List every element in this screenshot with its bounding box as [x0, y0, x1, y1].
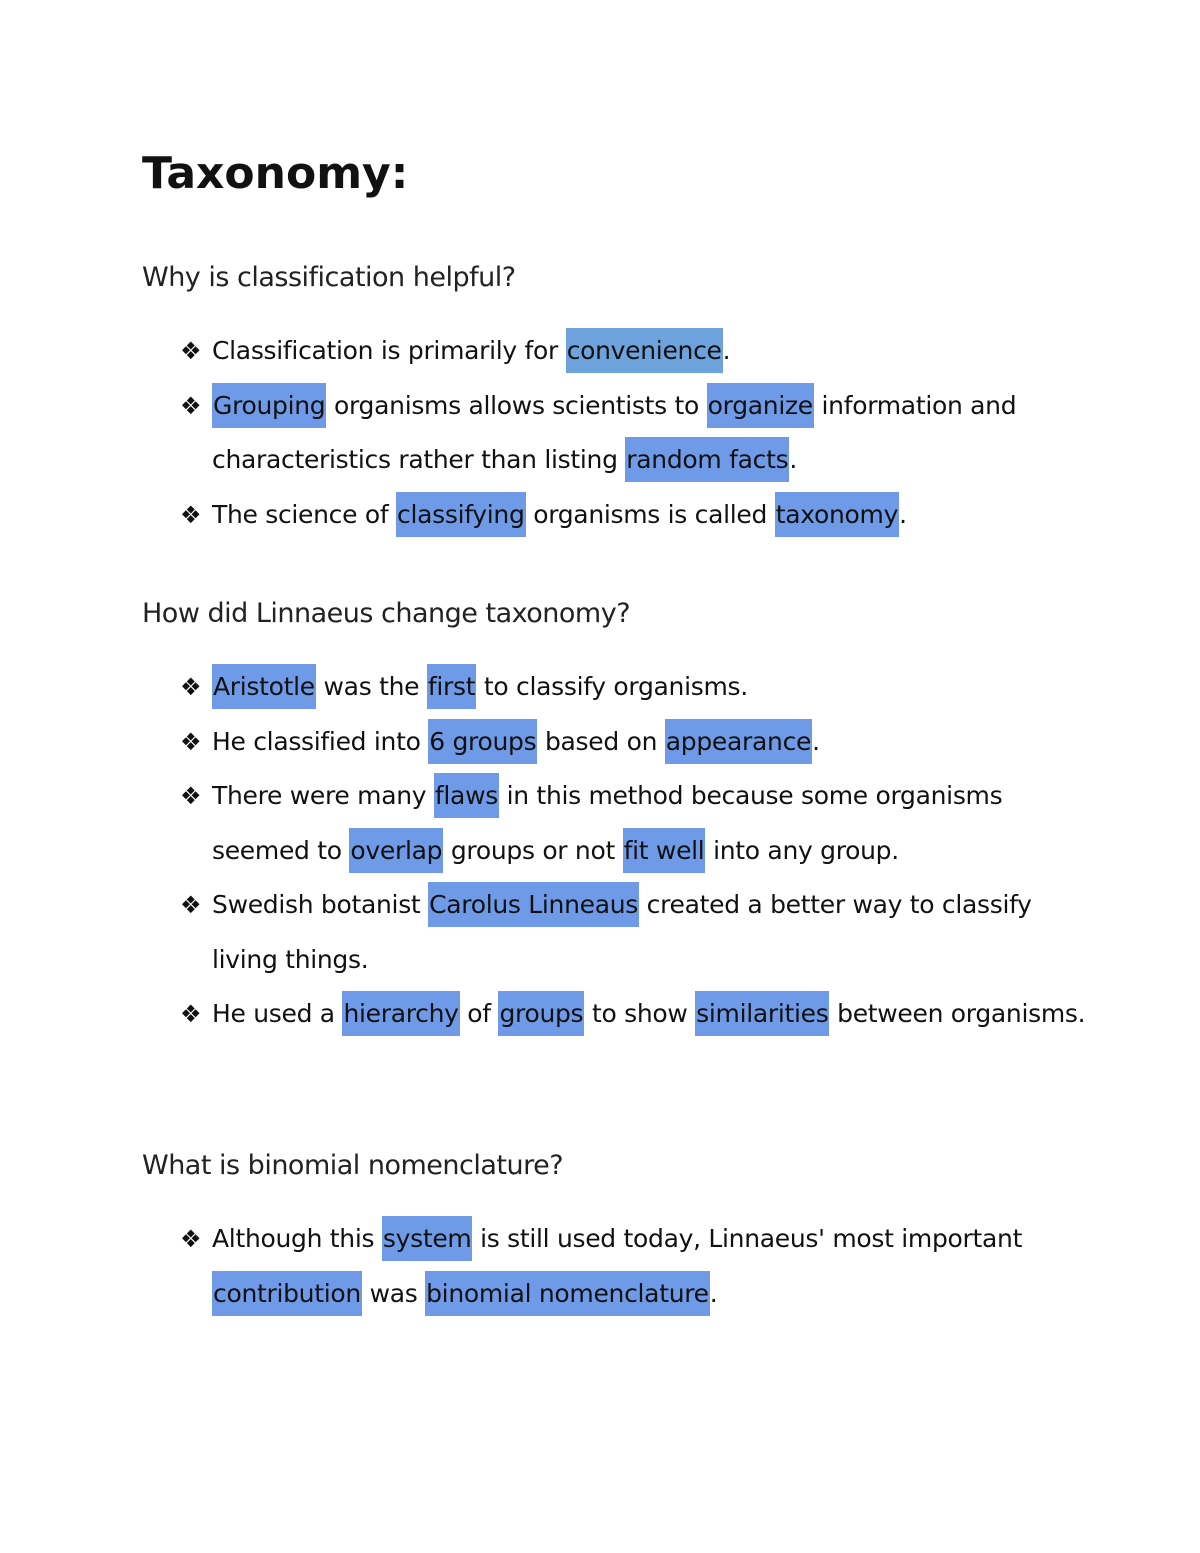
section-question: How did Linnaeus change taxonomy?: [142, 598, 631, 629]
highlighted-term: flaws: [434, 773, 499, 818]
bullet-item: [142, 769, 1102, 878]
bullet-text: to classify organisms.: [476, 672, 748, 701]
bullet-list: [142, 1212, 1102, 1321]
diamond-bullet-icon: ❖: [180, 337, 202, 365]
bullet-text: He classified into: [212, 726, 429, 756]
bullet-text: .: [789, 445, 797, 474]
section-question: What is binomial nomenclature?: [142, 1150, 564, 1181]
diamond-bullet-icon: ❖: [180, 891, 202, 919]
bullet-text: of: [459, 999, 499, 1028]
highlighted-term: overlap: [349, 828, 443, 873]
highlighted-term: fit well: [623, 828, 706, 873]
bullet-text: organisms allows scientists to: [326, 390, 707, 420]
bullet-item: [142, 660, 1102, 715]
bullet-text: created a better way to classify living things.: [212, 890, 1032, 974]
highlighted-term: convenience: [566, 328, 723, 373]
highlighted-term: system: [382, 1216, 473, 1261]
diamond-bullet-icon: ❖: [180, 1000, 202, 1028]
bullet-item: [142, 987, 1102, 1042]
bullet-item: [142, 878, 1102, 987]
bullet-list: [142, 324, 1102, 542]
bullet-text: Swedish botanist: [212, 890, 429, 919]
diamond-bullet-icon: ❖: [180, 1225, 202, 1253]
diamond-bullet-icon: ❖: [180, 782, 202, 810]
bullet-text: .: [709, 1278, 718, 1308]
section-question: Why is classification helpful?: [142, 262, 516, 293]
highlighted-term: organize: [707, 383, 814, 428]
bullet-text: .: [812, 726, 820, 756]
highlighted-term: similarities: [695, 991, 829, 1036]
highlighted-term: first: [427, 664, 476, 709]
highlighted-term: contribution: [212, 1271, 362, 1316]
highlighted-term: groups: [498, 991, 584, 1036]
diamond-bullet-icon: ❖: [180, 727, 202, 756]
bullet-text: was the: [315, 672, 427, 701]
page-title: Taxonomy:: [142, 148, 409, 199]
bullet-text: There were many: [212, 781, 434, 810]
diamond-bullet-icon: ❖: [180, 391, 202, 420]
bullet-text: is still used today, Linnaeus' most important: [472, 1224, 1023, 1253]
bullet-text: information and characteristics rather than listing: [212, 390, 1017, 474]
bullet-text: Classification is primarily for: [212, 336, 566, 365]
section-classification-helpful: [142, 258, 1102, 542]
bullet-text: .: [899, 499, 907, 529]
highlighted-term: 6 groups: [428, 719, 537, 764]
section-linnaeus-change: [142, 594, 1102, 1042]
bullet-item: [142, 379, 1102, 488]
bullet-text: between organisms.: [829, 999, 1086, 1028]
bullet-text: in this method because some organisms seemed to: [212, 781, 1003, 865]
highlighted-term: classifying: [396, 492, 526, 537]
bullet-item: [142, 324, 1102, 379]
bullet-item: [142, 488, 1102, 543]
bullet-text: groups or not: [443, 835, 623, 865]
bullet-item: [142, 1212, 1102, 1321]
section-binomial-nomenclature: [142, 1146, 1102, 1321]
highlighted-term: binomial nomenclature: [425, 1271, 710, 1316]
bullet-text: into any group.: [705, 835, 899, 865]
highlighted-term: hierarchy: [342, 991, 459, 1036]
bullet-text: Although this: [212, 1224, 382, 1253]
bullet-item: [142, 715, 1102, 770]
bullet-text: was: [361, 1278, 426, 1308]
bullet-text: The science of: [212, 499, 397, 529]
bullet-text: to show: [584, 999, 696, 1028]
diamond-bullet-icon: ❖: [180, 500, 202, 529]
highlighted-term: Grouping: [212, 383, 326, 428]
highlighted-term: Carolus Linneaus: [428, 882, 639, 927]
bullet-text: .: [722, 336, 731, 365]
bullet-text: based on: [537, 726, 665, 756]
highlighted-term: taxonomy: [775, 492, 899, 537]
highlighted-term: random facts: [625, 437, 789, 482]
bullet-list: [142, 660, 1102, 1042]
bullet-text: organisms is called: [525, 499, 775, 529]
highlighted-term: appearance: [665, 719, 812, 764]
highlighted-term: Aristotle: [212, 664, 316, 709]
bullet-text: He used a: [212, 999, 343, 1028]
diamond-bullet-icon: ❖: [180, 673, 202, 701]
